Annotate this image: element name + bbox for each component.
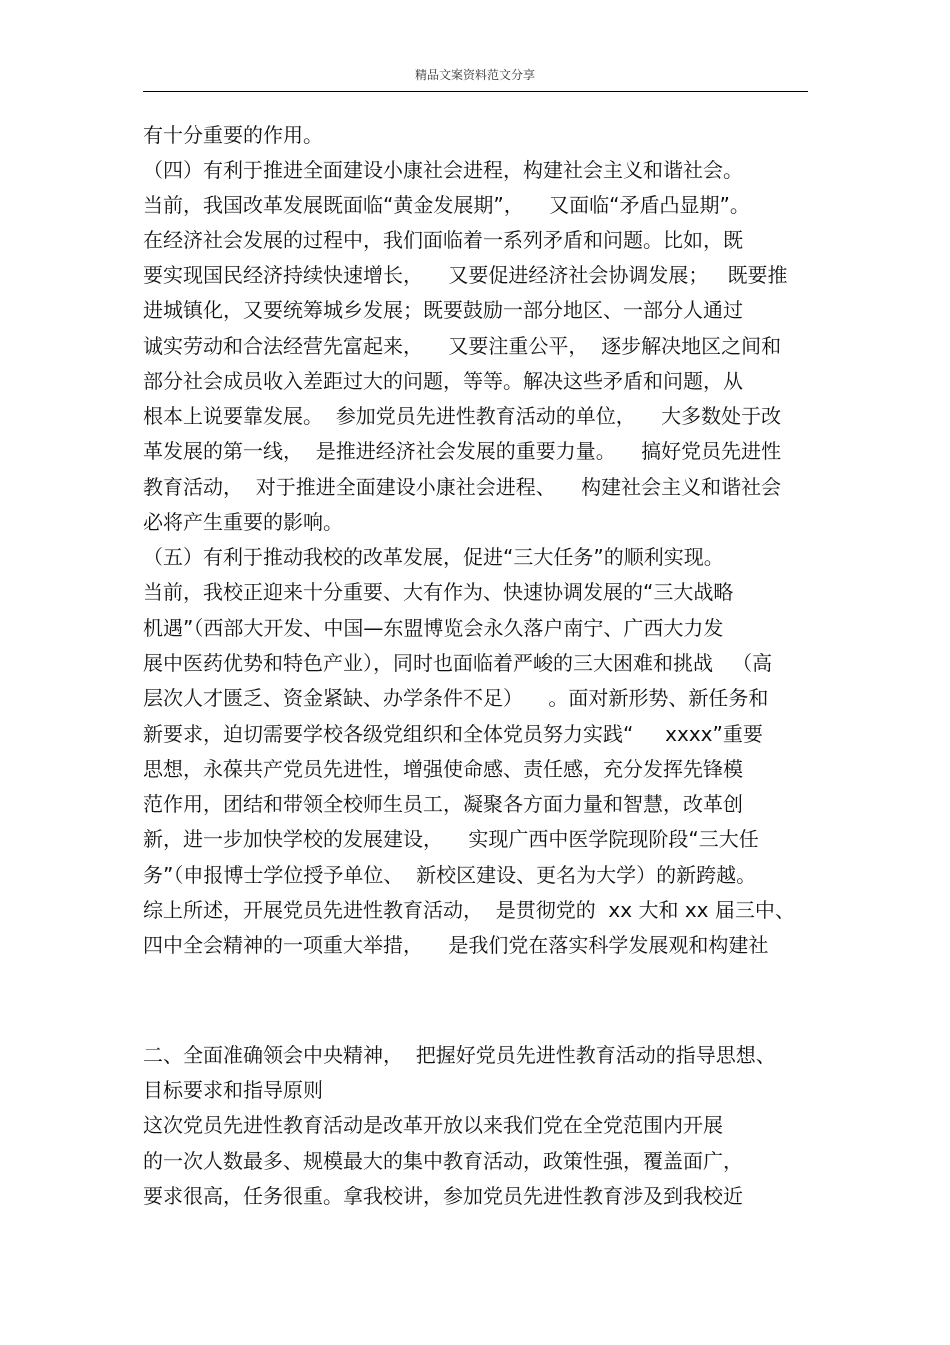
- text-line: 革发展的第一线， 是推进经济社会发展的重要力量。 搞好党员先进性: [143, 439, 782, 463]
- text-line: 四中全会精神的一项重大举措， 是我们党在落实科学发展观和构建社: [143, 933, 769, 957]
- text-line: 的一次人数最多、规模最大的集中教育活动，政策性强，覆盖面广，: [143, 1149, 743, 1173]
- text-line: 有十分重要的作用。: [143, 123, 323, 147]
- text-line: 要实现国民经济持续快速增长， 又要促进经济社会协调发展； 既要推: [143, 263, 788, 287]
- text-line: 在经济社会发展的过程中，我们面临着一系列矛盾和问题。比如，既: [143, 228, 743, 252]
- text-line: 新要求，迫切需要学校各级党组织和全体党员努力实践“ xxxx”重要: [143, 722, 763, 746]
- text-line: 要求很高，任务很重。拿我校讲，参加党员先进性教育涉及到我校近: [143, 1184, 743, 1208]
- text-line: 当前，我校正迎来十分重要、大有作为、快速协调发展的“三大战略: [143, 580, 734, 604]
- page-header: 精品文案资料范文分享: [414, 68, 535, 82]
- section-heading-line: 二、全面准确领会中央精神， 把握好党员先进性教育活动的指导思想、: [143, 1043, 776, 1067]
- header-divider: [143, 91, 808, 92]
- text-line: 当前，我国改革发展既面临“黄金发展期”， 又面临“矛盾凸显期”。: [143, 193, 750, 217]
- text-line: 机遇”（西部大开发、中国—东盟博览会永久落户南宁、广西大力发: [143, 616, 724, 640]
- text-line: （五）有利于推动我校的改革发展，促进“三大任务”的顺利实现。: [143, 545, 724, 569]
- text-line: 这次党员先进性教育活动是改革开放以来我们党在全党范围内开展: [143, 1113, 723, 1137]
- text-line: 进城镇化，又要统筹城乡发展；既要鼓励一部分地区、一部分人通过: [143, 298, 743, 322]
- text-line: 新，进一步加快学校的发展建设， 实现广西中医学院现阶段“三大任: [143, 827, 759, 851]
- text-line: 综上所述，开展党员先进性教育活动， 是贯彻党的 xx 大和 xx 届三中、: [143, 898, 795, 922]
- text-line: 思想，永葆共产党员先进性，增强使命感、责任感，充分发挥先锋模: [143, 757, 743, 781]
- text-line: （四）有利于推进全面建设小康社会进程，构建社会主义和谐社会。: [143, 158, 743, 182]
- text-line: 层次人才匮乏、资金紧缺、办学条件不足） 。面对新形势、新任务和: [143, 686, 769, 710]
- text-line: 教育活动， 对于推进全面建设小康社会进程、 构建社会主义和谐社会: [143, 475, 782, 499]
- text-line: 诚实劳动和合法经营先富起来， 又要注重公平， 逐步解决地区之间和: [143, 334, 782, 358]
- text-line: 展中医药优势和特色产业），同时也面临着严峻的三大困难和挑战 （高: [143, 651, 773, 675]
- text-line: 务”（申报博士学位授予单位、 新校区建设、更名为大学）的新跨越。: [143, 863, 757, 887]
- text-line: 部分社会成员收入差距过大的问题，等等。解决这些矛盾和问题，从: [143, 369, 743, 393]
- section-heading-line: 目标要求和指导原则: [143, 1078, 323, 1102]
- text-line: 范作用，团结和带领全校师生员工，凝聚各方面力量和智慧，改革创: [143, 792, 743, 816]
- text-line: 根本上说要靠发展。 参加党员先进性教育活动的单位， 大多数处于改: [143, 404, 782, 428]
- text-line: 必将产生重要的影响。: [143, 510, 343, 534]
